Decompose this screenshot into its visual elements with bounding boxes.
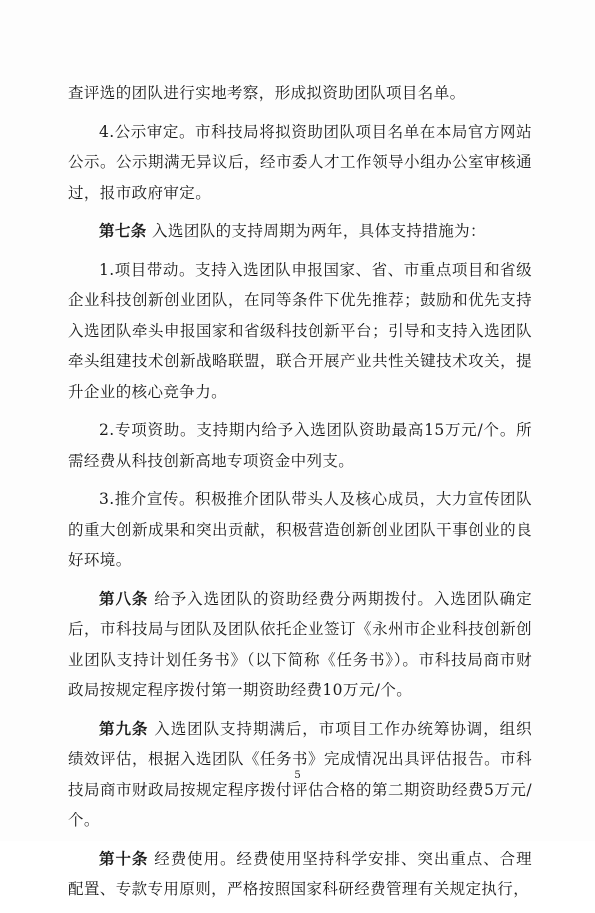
article-9-heading: 第九条 <box>99 718 149 738</box>
article-7 <box>68 216 532 247</box>
paragraph-2 <box>68 117 532 209</box>
document-body <box>68 78 532 913</box>
page-number: 5 <box>294 770 301 781</box>
article-7-heading: 第七条 <box>99 221 147 240</box>
paragraph-5 <box>68 415 532 476</box>
article-10 <box>68 844 532 905</box>
paragraph-4-text: 1.项目带动。支持入选团队申报国家、省、市重点项目和省级企业科技创新创业团队，在同等条件下优先推荐；鼓励和优先支持入选团队牵头申报国家和省级科技创新平台；引导和支持入选团队牵头组建技术创新战略联盟，联合开展产业共性关键技术攻关，提升企业的核心竞争力。 <box>68 260 532 401</box>
article-7-text: 入选团队的支持周期为两年，具体支持措施为： <box>152 222 486 240</box>
paragraph-5-text: 2.专项资助。支持期内给予入选团队资助最高15万元/个。所需经费从科技创新高地专项资金中列支。 <box>68 421 532 470</box>
paragraph-6-text: 3.推介宣传。积极推介团队带头人及核心成员，大力宣传团队的重大创新成果和突出贡献，积极营造创新创业团队干事创业的良好环境。 <box>68 490 532 569</box>
article-8-text: 给予入选团队的资助经费分两期拨付。入选团队确定后，市科技局与团队及团队依托企业签订《永州市企业科技创新创业团队支持计划任务书》（以下简称《任务书》）。市科技局商市财政局按规定程序拨付第一期资助经费10万元/个。 <box>68 589 533 699</box>
paragraph-2-text: 4.公示审定。市科技局将拟资助团队项目名单在本局官方网站公示。公示期满无异议后，经市委人才工作领导小组办公室审核通过，报市政府审定。 <box>68 122 532 202</box>
paragraph-4 <box>68 255 532 408</box>
article-8 <box>68 584 532 706</box>
article-8-heading: 第八条 <box>99 588 149 608</box>
paragraph-6 <box>68 484 532 576</box>
article-10-heading: 第十条 <box>99 848 149 868</box>
article-9-text: 入选团队支持期满后，市项目工作办统筹协调，组织绩效评估，根据入选团队《任务书》完成情况出具评估报告。市科技局商市财政局按规定程序拨付评估合格的第二期资助经费5万元/个。 <box>68 719 533 829</box>
paragraph-1-text: 查评选的团队进行实地考察，形成拟资助团队项目名单。 <box>68 84 466 102</box>
article-10-text: 经费使用。经费使用坚持科学安排、突出重点、合理配置、专款专用原则，严格按照国家科研经费管理有关规定执行， <box>68 849 533 898</box>
paragraph-1 <box>68 78 532 109</box>
